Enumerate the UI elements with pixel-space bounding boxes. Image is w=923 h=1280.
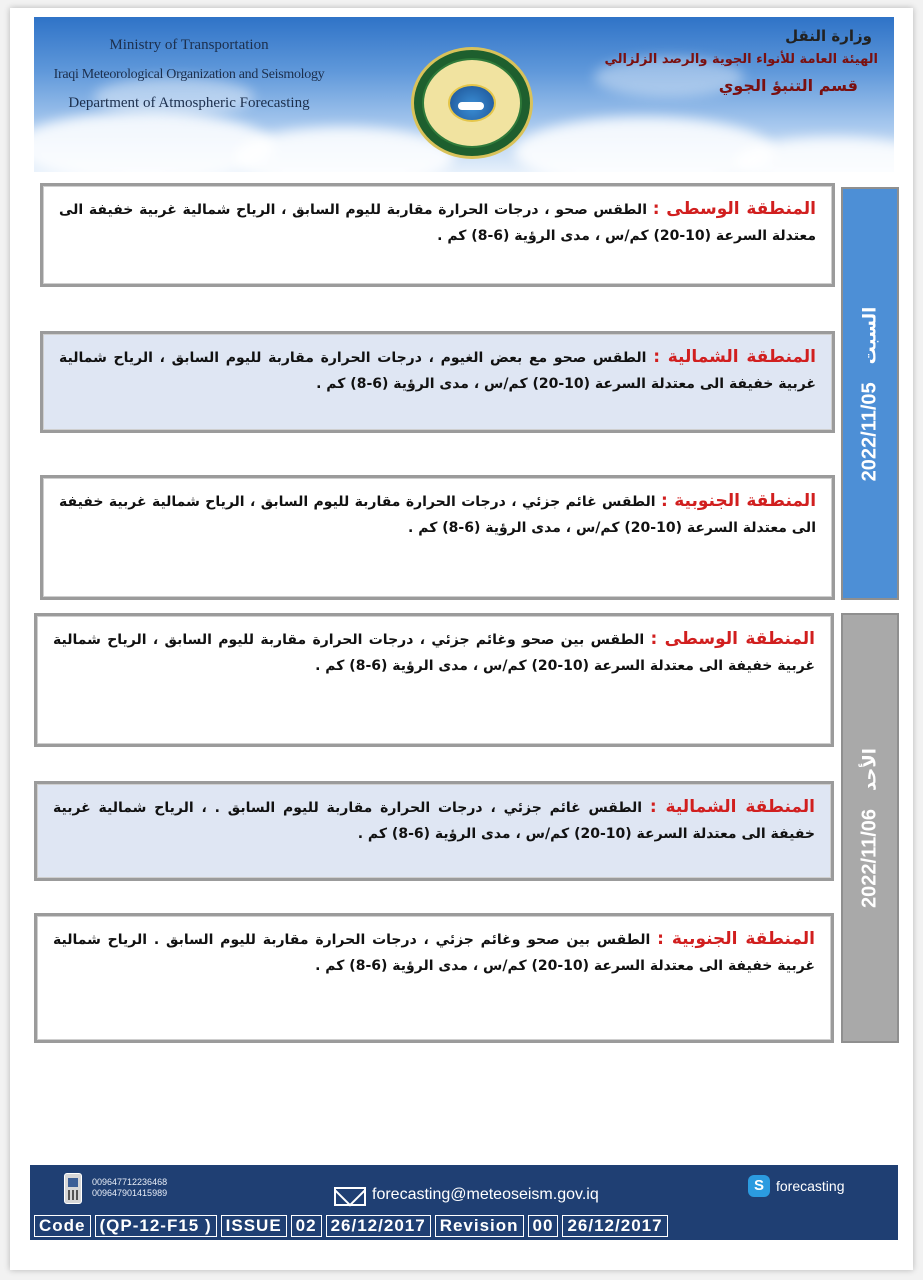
code-value: (QP-12-F15 ) xyxy=(95,1215,217,1237)
day-label: السبت xyxy=(859,306,881,364)
document-code-bar xyxy=(30,1212,898,1240)
region-label: المنطقة الشمالية : xyxy=(653,347,817,367)
en-organization: Iraqi Meteorological Organization and Seismology xyxy=(53,67,325,82)
forecast-box xyxy=(40,475,835,600)
phone-numbers xyxy=(92,1177,167,1199)
region-label: المنطقة الوسطى : xyxy=(652,199,817,219)
revision-label: Revision xyxy=(435,1215,524,1237)
forecast-text: الطقس صحو ، درجات الحرارة مقاربة لليوم السابق ، الرياح شمالية غربية خفيفة الى معتدلة السرعة (10-20) كم/س ، مدى الرؤية (6-8) كم . xyxy=(59,202,816,244)
forecast-box xyxy=(40,183,835,287)
en-department: Department of Atmospheric Forecasting xyxy=(68,95,310,111)
forecast-text: الطقس غائم جزئي ، درجات الحرارة مقاربة لليوم السابق . ، الرياح شمالية غربية خفيفة الى معتدلة السرعة (10-20) كم/س ، مدى الرؤية (6-8) كم . xyxy=(53,800,815,842)
phone-number: 009647712236468 xyxy=(92,1177,168,1187)
issue-number: 02 xyxy=(291,1215,322,1237)
english-title-block xyxy=(44,31,334,118)
region-label: المنطقة الوسطى : xyxy=(650,629,815,649)
revision-number: 00 xyxy=(528,1215,559,1237)
organization-logo-icon xyxy=(411,47,533,159)
day-label: الأحد xyxy=(859,748,881,791)
revision-date: 26/12/2017 xyxy=(562,1215,667,1237)
ar-department: قسم التنبؤ الجوي xyxy=(718,76,858,95)
forecast-box xyxy=(34,781,834,881)
phone-icon xyxy=(64,1173,82,1204)
skype-handle[interactable]: forecasting xyxy=(776,1178,845,1194)
contact-footer xyxy=(30,1165,898,1212)
day-date-bar xyxy=(841,613,899,1043)
en-ministry: Ministry of Transportation xyxy=(109,37,269,53)
forecast-text: الطقس صحو مع بعض الغيوم ، درجات الحرارة مقاربة لليوم السابق ، الرياح شمالية غربية خفيفة الى معتدلة السرعة (10-20) كم/س ، مدى الرؤية (6-8) كم . xyxy=(59,350,816,392)
mail-icon xyxy=(334,1187,366,1206)
forecast-text: الطقس غائم جزئي ، درجات الحرارة مقاربة لليوم السابق ، الرياح شمالية غربية خفيفة الى معتدلة السرعة (10-20) كم/س ، مدى الرؤية (6-8) كم . xyxy=(59,494,816,536)
phone-number: 009647901415989 xyxy=(92,1188,168,1198)
forecast-text: الطقس بين صحو وغائم جزئي ، درجات الحرارة مقاربة لليوم السابق ، الرياح شمالية غربية خفيفة الى معتدلة السرعة (10-20) كم/س ، مدى الرؤية (6-8) كم . xyxy=(53,632,815,674)
email-link[interactable]: forecasting@meteoseism.gov.iq xyxy=(372,1186,599,1203)
header-banner xyxy=(34,17,894,172)
day-date-bar xyxy=(841,187,899,600)
skype-icon: S xyxy=(748,1175,770,1197)
region-label: المنطقة الجنوبية : xyxy=(661,491,817,511)
forecast-text: الطقس بين صحو وغائم جزئي ، درجات الحرارة مقاربة لليوم السابق . الرياح شمالية غربية خفيفة الى معتدلة السرعة (10-20) كم/س ، مدى الرؤية (6-8) كم . xyxy=(53,932,815,974)
ar-ministry: وزارة النقل xyxy=(785,27,872,45)
date-label: 2022/11/06 xyxy=(858,808,881,908)
issue-label: ISSUE xyxy=(221,1215,287,1237)
forecast-box xyxy=(34,913,834,1043)
region-label: المنطقة الشمالية : xyxy=(649,797,815,817)
forecast-box xyxy=(40,331,835,433)
date-label: 2022/11/05 xyxy=(858,381,881,481)
issue-date: 26/12/2017 xyxy=(326,1215,431,1237)
forecast-box xyxy=(34,613,834,747)
code-label: Code xyxy=(34,1215,91,1237)
ar-organization: الهيئة العامة للأنواء الجوية والرصد الزلزالي xyxy=(604,52,878,67)
region-label: المنطقة الجنوبية : xyxy=(657,929,815,949)
arabic-title-block xyxy=(604,23,878,101)
